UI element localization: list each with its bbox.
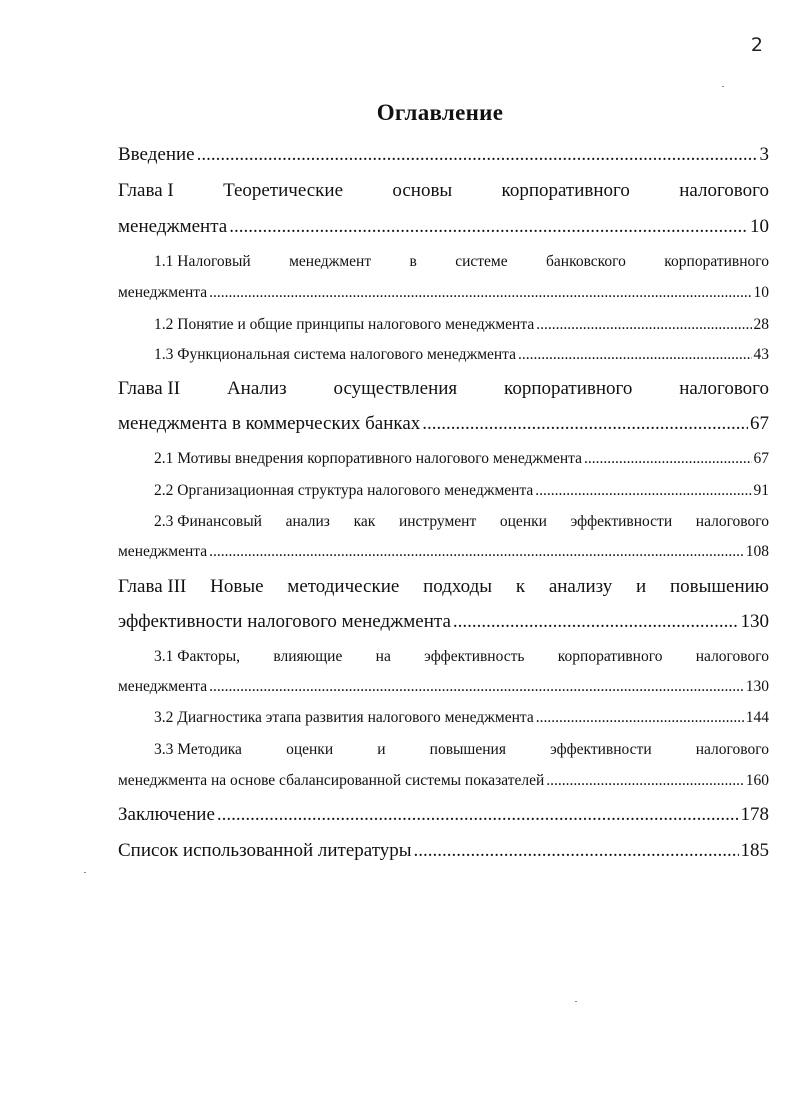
toc-entry-chapter-3-cont[interactable]: эффективности налогового менеджмента ..... 130 [118, 611, 769, 633]
dot-leader [229, 216, 748, 238]
toc-entry-section-1-1[interactable]: 1.1 Налоговый менеджмент в системе банковского корпоративного [154, 253, 769, 270]
toc-entry-section-3-3[interactable]: 3.3 Методика оценки и повышения эффективности налогового [154, 741, 769, 758]
toc-entry-section-2-1[interactable]: 2.1 Мотивы внедрения корпоративного налогового менеджмента ..... 67 [118, 450, 769, 468]
toc-page-number: 10 [753, 284, 769, 301]
dot-leader [197, 144, 758, 166]
toc-page-number: 3 [759, 144, 769, 165]
dot-leader [536, 316, 751, 334]
toc-title: Оглавление [376, 100, 504, 125]
toc-entry-chapter-1-cont[interactable]: менеджмента ..... 10 [118, 216, 769, 238]
dot-leader [209, 284, 751, 302]
dot-leader [453, 611, 739, 633]
scan-speck [575, 1001, 577, 1002]
toc-page-number: 67 [750, 413, 769, 434]
toc-entry-section-3-2[interactable]: 3.2 Диагностика этапа развития налогового менеджмента ..... 144 [118, 709, 769, 727]
toc-entry-section-3-1[interactable]: 3.1 Факторы, влияющие на эффективность корпоративного налогового [154, 648, 769, 665]
toc-entry-chapter-2[interactable]: Глава II Анализ осуществления корпоративного налогового [118, 378, 769, 399]
toc-entry-section-2-3[interactable]: 2.3 Финансовый анализ как инструмент оценки эффективности налогового [154, 513, 769, 530]
dot-leader [584, 450, 752, 468]
toc-entry-bibliography[interactable]: Список использованной литературы ..... 185 [118, 840, 769, 862]
dot-leader [422, 413, 748, 435]
toc-page-number: 160 [745, 772, 769, 789]
toc-entry-conclusion[interactable]: Заключение ..... 178 [118, 804, 769, 826]
toc-page-number: 28 [753, 316, 769, 333]
toc-page-number: 185 [740, 840, 769, 861]
dot-leader [535, 482, 751, 500]
toc-entry-chapter-2-cont[interactable]: менеджмента в коммерческих банках ..... 67 [118, 413, 769, 435]
toc-entry-section-3-1-cont[interactable]: менеджмента ..... 130 [118, 678, 769, 696]
toc-page-number: 144 [745, 709, 769, 726]
toc-page-number: 10 [750, 216, 769, 237]
scan-speck [722, 86, 724, 87]
toc-page-number: 43 [753, 346, 769, 363]
toc-entry-section-1-3[interactable]: 1.3 Функциональная система налогового менеджмента ..... 43 [118, 346, 769, 364]
dot-leader [209, 678, 744, 696]
toc-page-number: 67 [753, 450, 769, 467]
scan-speck [84, 872, 86, 873]
toc-entry-section-3-3-cont[interactable]: менеджмента на основе сбалансированной системы показателей ..... 160 [118, 772, 769, 790]
toc-entry-section-2-3-cont[interactable]: менеджмента ..... 108 [118, 543, 769, 561]
toc-entry-section-1-1-cont[interactable]: менеджмента ..... 10 [118, 284, 769, 302]
toc-entry-chapter-1[interactable]: Глава I Теоретические основы корпоративного налогового [118, 180, 769, 201]
dot-leader [209, 543, 744, 561]
dot-leader [217, 804, 739, 826]
toc-page-number: 108 [745, 543, 769, 560]
page-number: 2 [750, 34, 763, 56]
toc-page-number: 130 [745, 678, 769, 695]
toc-page-number: 130 [740, 611, 769, 632]
dot-leader [536, 709, 744, 727]
toc-entry-introduction[interactable]: Введение ..... 3 [118, 144, 769, 166]
dot-leader [546, 772, 743, 790]
toc-entry-section-2-2[interactable]: 2.2 Организационная структура налогового менеджмента ..... 91 [118, 482, 769, 500]
dot-leader [414, 840, 739, 862]
toc-page-number: 178 [740, 804, 769, 825]
dot-leader [518, 346, 751, 364]
toc-entry-chapter-3[interactable]: Глава III Новые методические подходы к анализу и повышению [118, 576, 769, 597]
toc-page-number: 91 [753, 482, 769, 499]
toc-entry-section-1-2[interactable]: 1.2 Понятие и общие принципы налогового менеджмента ..... 28 [118, 316, 769, 334]
